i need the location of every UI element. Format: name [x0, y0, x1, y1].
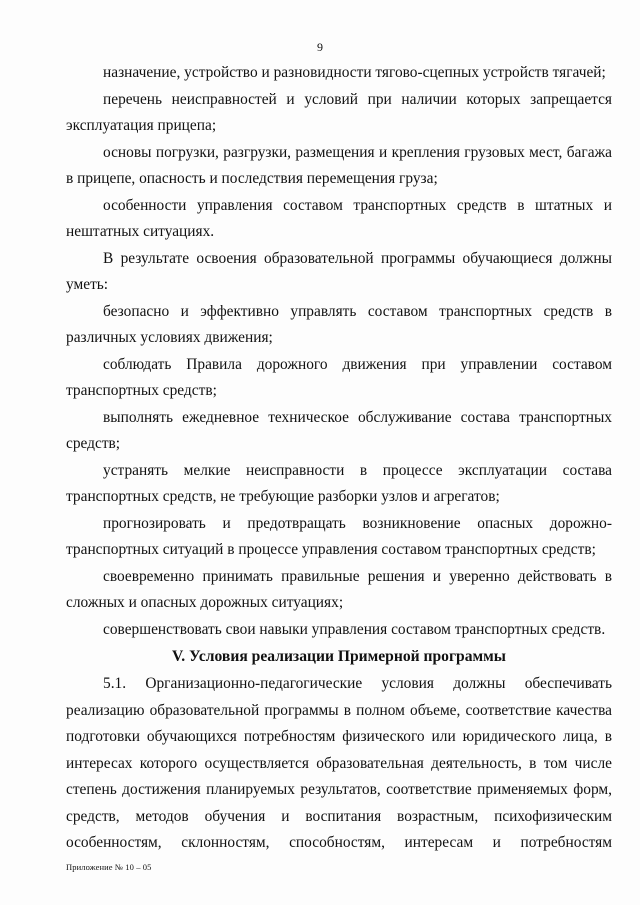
section-paragraph: 5.1. Организационно-педагогические условия должны обеспечивать реализацию образовательной программы в полном объеме, соответствие качества подготовки обучающихся потребностям физического или юридического лица, в интересах которого осуществляется образовательная деятельность, в том числе степень достижения планируемых результатов, соответствие применяемых форм, средств, методов обучения и воспитания возрастным, психофизическим особенностям, склонностям, способностям, интересам и потребностям — [66, 675, 612, 851]
paragraph: совершенствовать свои навыки управления составом транспортных средств. — [103, 620, 606, 638]
page-number: 9 — [317, 40, 323, 54]
paragraph: своевременно принимать правильные решения и уверенно действовать в сложных и опасных дорожных ситуациях; — [66, 567, 612, 611]
paragraph: назначение, устройство и разновидности тягово-сцепных устройств тягачей; — [103, 64, 606, 81]
page-footer: Приложение № 10 – 05 — [66, 862, 152, 872]
paragraph: выполнять ежедневное техническое обслуживание состава транспортных средств; — [66, 408, 612, 452]
paragraph: особенности управления составом транспортных средств в штатных и нештатных ситуациях. — [66, 196, 612, 240]
paragraph: соблюдать Правила дорожного движения при управлении составом транспортных средств; — [66, 355, 612, 399]
paragraph: безопасно и эффективно управлять составом транспортных средств в различных условиях движения; — [66, 302, 612, 346]
paragraph: В результате освоения образовательной программы обучающиеся должны уметь: — [66, 249, 612, 293]
document-body — [66, 60, 612, 857]
paragraph: устранять мелкие неисправности в процессе эксплуатации состава транспортных средств, не требующие разборки узлов и агрегатов; — [66, 461, 612, 505]
section-heading: V. Условия реализации Примерной программы — [172, 648, 506, 665]
paragraph: перечень неисправностей и условий при наличии которых запрещается эксплуатация прицепа; — [66, 90, 612, 134]
paragraph: основы погрузки, разгрузки, размещения и крепления грузовых мест, багажа в прицепе, опасность и последствия перемещения груза; — [66, 143, 612, 187]
paragraph: прогнозировать и предотвращать возникновение опасных дорожно-транспортных ситуаций в процессе управления составом транспортных средств; — [66, 514, 612, 558]
